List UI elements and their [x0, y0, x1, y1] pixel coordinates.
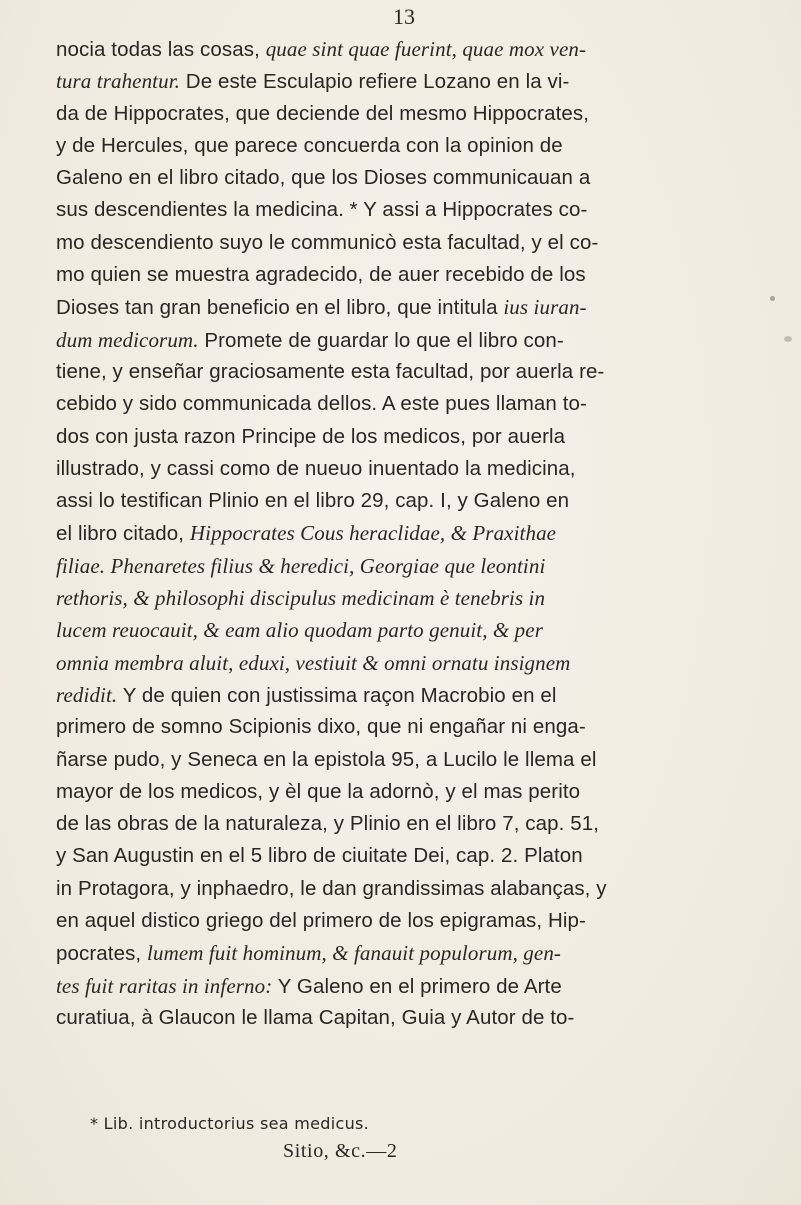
text-line — [56, 360, 762, 392]
text-line — [56, 69, 762, 101]
text-segment: da de Hippocrates, que deciende del mesmo Hippocrates, — [56, 101, 590, 125]
text-segment: Dioses tan gran beneficio en el libro, que intitula — [56, 296, 504, 320]
text-segment: dos con justa razon Principe de los medicos, por auerla — [56, 424, 566, 448]
text-line — [56, 263, 762, 295]
text-line — [56, 586, 762, 618]
latin-quotation: redidit. — [56, 682, 118, 707]
text-line — [56, 1006, 762, 1038]
signature-mark: Sitio, &c.—2 — [283, 1140, 398, 1162]
latin-quotation: lumem fuit hominum, & fanauit populorum, gen- — [147, 941, 562, 966]
text-line — [56, 425, 762, 457]
ink-speck — [770, 296, 775, 301]
text-line — [56, 618, 762, 650]
latin-quotation: filiae. Phenaretes filius & heredici, Georgiae que leontini — [56, 553, 546, 578]
text-segment: cebido y sido communicada dellos. A este pues llaman to- — [56, 392, 587, 416]
text-segment: Y Galeno en el primero de Arte — [272, 974, 562, 998]
text-segment: Y de quien con justissima raçon Macrobio en el — [117, 683, 557, 707]
latin-quotation: omnia membra aluit, eduxi, vestiuit & omni ornatu insignem — [56, 650, 571, 675]
text-segment: assi lo testifican Plinio en el libro 29, cap. I, y Galeno en — [56, 489, 570, 513]
text-line — [56, 521, 762, 553]
text-line — [56, 37, 762, 69]
text-line — [56, 748, 762, 780]
text-line — [56, 392, 762, 424]
latin-quotation: lucem reuocauit, & eam alio quodam parto genuit, & per — [56, 618, 543, 643]
text-segment: primero de somno Scipionis dixo, que ni engañar ni enga- — [56, 715, 586, 739]
text-line — [56, 877, 762, 909]
footnote: * Lib. introductorius sea medicus. — [90, 1114, 370, 1133]
text-segment: tiene, y enseñar graciosamente esta facultad, por auerla re- — [56, 359, 605, 383]
text-line — [56, 909, 762, 941]
latin-quotation: rethoris, & philosophi discipulus medicinam è tenebris in — [56, 586, 546, 611]
text-segment: en aquel distico griego del primero de los epigramas, Hip- — [56, 909, 586, 933]
text-segment: de las obras de la naturaleza, y Plinio en el libro 7, cap. 51, — [56, 812, 600, 836]
text-segment: mayor de los medicos, y èl que la adornò, y el mas perito — [56, 779, 581, 803]
text-segment: De este Esculapio refiere Lozano en la vi- — [180, 70, 570, 94]
text-segment: mo descendiento suyo le communicò esta facultad, y el co- — [56, 230, 599, 254]
latin-quotation: dum medicorum. — [56, 327, 199, 352]
body-text — [56, 37, 762, 1038]
text-segment: in Protagora, y inphaedro, le dan grandissimas alabanças, y — [56, 876, 607, 900]
page-number: 13 — [393, 4, 415, 29]
text-line — [56, 974, 762, 1006]
text-line — [56, 489, 762, 521]
latin-quotation: quae sint quae fuerint, quae mox ven- — [265, 37, 587, 61]
text-line — [56, 457, 762, 489]
text-segment: mo quien se muestra agradecido, de auer recebido de los — [56, 263, 586, 287]
latin-quotation: ius iuran- — [503, 295, 587, 320]
text-line — [56, 134, 762, 166]
ink-speck — [784, 336, 792, 342]
text-segment: Promete de guardar lo que el libro con- — [198, 328, 564, 352]
text-line — [56, 683, 762, 715]
text-line — [56, 812, 762, 844]
text-segment: y de Hercules, que parece concuerda con la opinion de — [56, 133, 563, 157]
text-segment: ñarse pudo, y Seneca en la epistola 95, a Lucilo le llema el — [56, 747, 597, 771]
text-line — [56, 651, 762, 683]
text-line — [56, 328, 762, 360]
text-line — [56, 102, 762, 134]
latin-quotation: Hippocrates Cous heraclidae, & Praxithae — [189, 521, 557, 546]
latin-quotation: tura trahentur. — [56, 69, 181, 94]
text-line — [56, 231, 762, 263]
text-line — [56, 941, 762, 973]
text-segment: el libro citado, — [56, 522, 190, 546]
text-line — [56, 715, 762, 747]
text-segment: Galeno en el libro citado, que los Dioses communicauan a — [56, 166, 591, 190]
text-line — [56, 166, 762, 198]
latin-quotation: tes fuit raritas in inferno: — [56, 973, 273, 998]
text-line — [56, 844, 762, 876]
text-line — [56, 554, 762, 586]
text-segment: curatiua, à Glaucon le llama Capitan, Guia y Autor de to- — [56, 1005, 575, 1029]
text-line — [56, 198, 762, 230]
text-segment: pocrates, — [56, 942, 148, 966]
text-segment: y San Augustin en el 5 libro de ciuitate Dei, cap. 2. Platon — [56, 844, 583, 868]
text-line — [56, 780, 762, 812]
text-segment: nocia todas las cosas, — [56, 38, 266, 61]
text-segment: sus descendientes la medicina. * Y assi a Hippocrates co- — [56, 198, 588, 222]
text-line — [56, 295, 762, 327]
text-segment: illustrado, y cassi como de nueuo inuentado la medicina, — [56, 456, 576, 480]
